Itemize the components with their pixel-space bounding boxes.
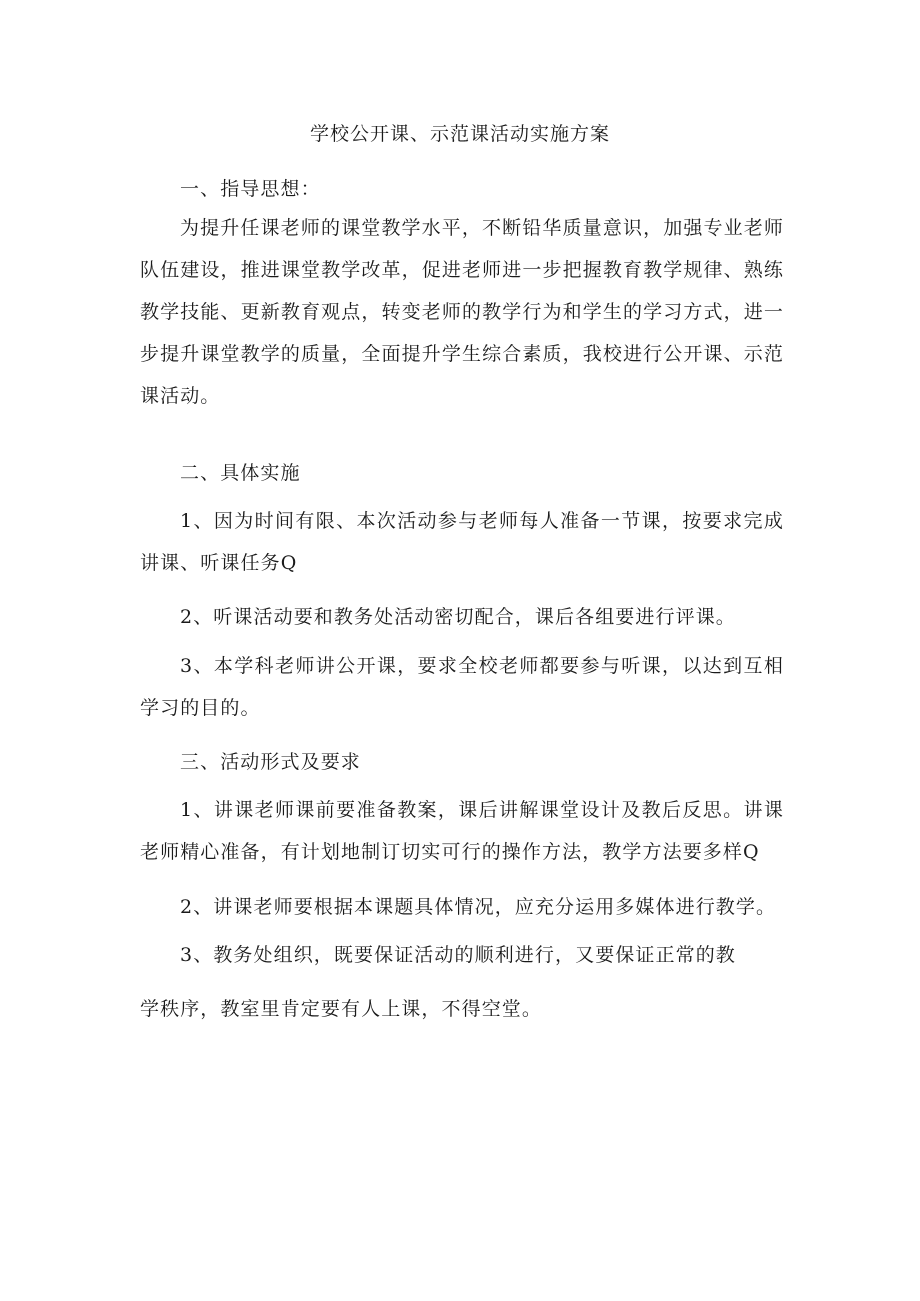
section-2-paragraph-3: 3、本学科老师讲公开课，要求全校老师都要参与听课，以达到互相学习的目的。 [140,655,784,719]
section-2-paragraph-1: 1、因为时间有限、本次活动参与老师每人准备一节课，按要求完成讲课、听课任务Q [140,510,784,574]
section-heading-3: 三、活动形式及要求 [180,751,361,773]
section-2-paragraph-2: 2、听课活动要和教务处活动密切配合，课后各组要进行评课。 [180,606,736,628]
section-heading-1: 一、指导思想： [180,178,321,200]
section-3-paragraph-2: 2、讲课老师要根据本课题具体情况，应充分运用多媒体进行教学。 [180,896,777,918]
section-heading-2: 二、具体实施 [180,462,301,484]
section-3-paragraph-3: 3、教务处组织，既要保证活动的顺利进行，又要保证正常的教 [180,944,736,966]
document-title: 学校公开课、示范课活动实施方案 [309,123,610,145]
section-1-paragraph-1: 为提升任课老师的课堂教学水平，不断铅华质量意识，加强专业老师队伍建设，推进课堂教学改革，促进老师进一步把握教育教学规律、熟练教学技能、更新教育观点，转变老师的教学行为和学生的学习方式，进一步提升课堂教学的质量，全面提升学生综合素质，我校进行公开课、示范课活动。 [140,217,784,407]
section-3-paragraph-1: 1、讲课老师课前要准备教案，课后讲解课堂设计及教后反思。讲课老师精心准备，有计划地制订切实可行的操作方法，教学方法要多样Q [140,799,784,863]
section-3-paragraph-3-continued: 学秩序，教室里肯定要有人上课，不得空堂。 [140,998,543,1020]
